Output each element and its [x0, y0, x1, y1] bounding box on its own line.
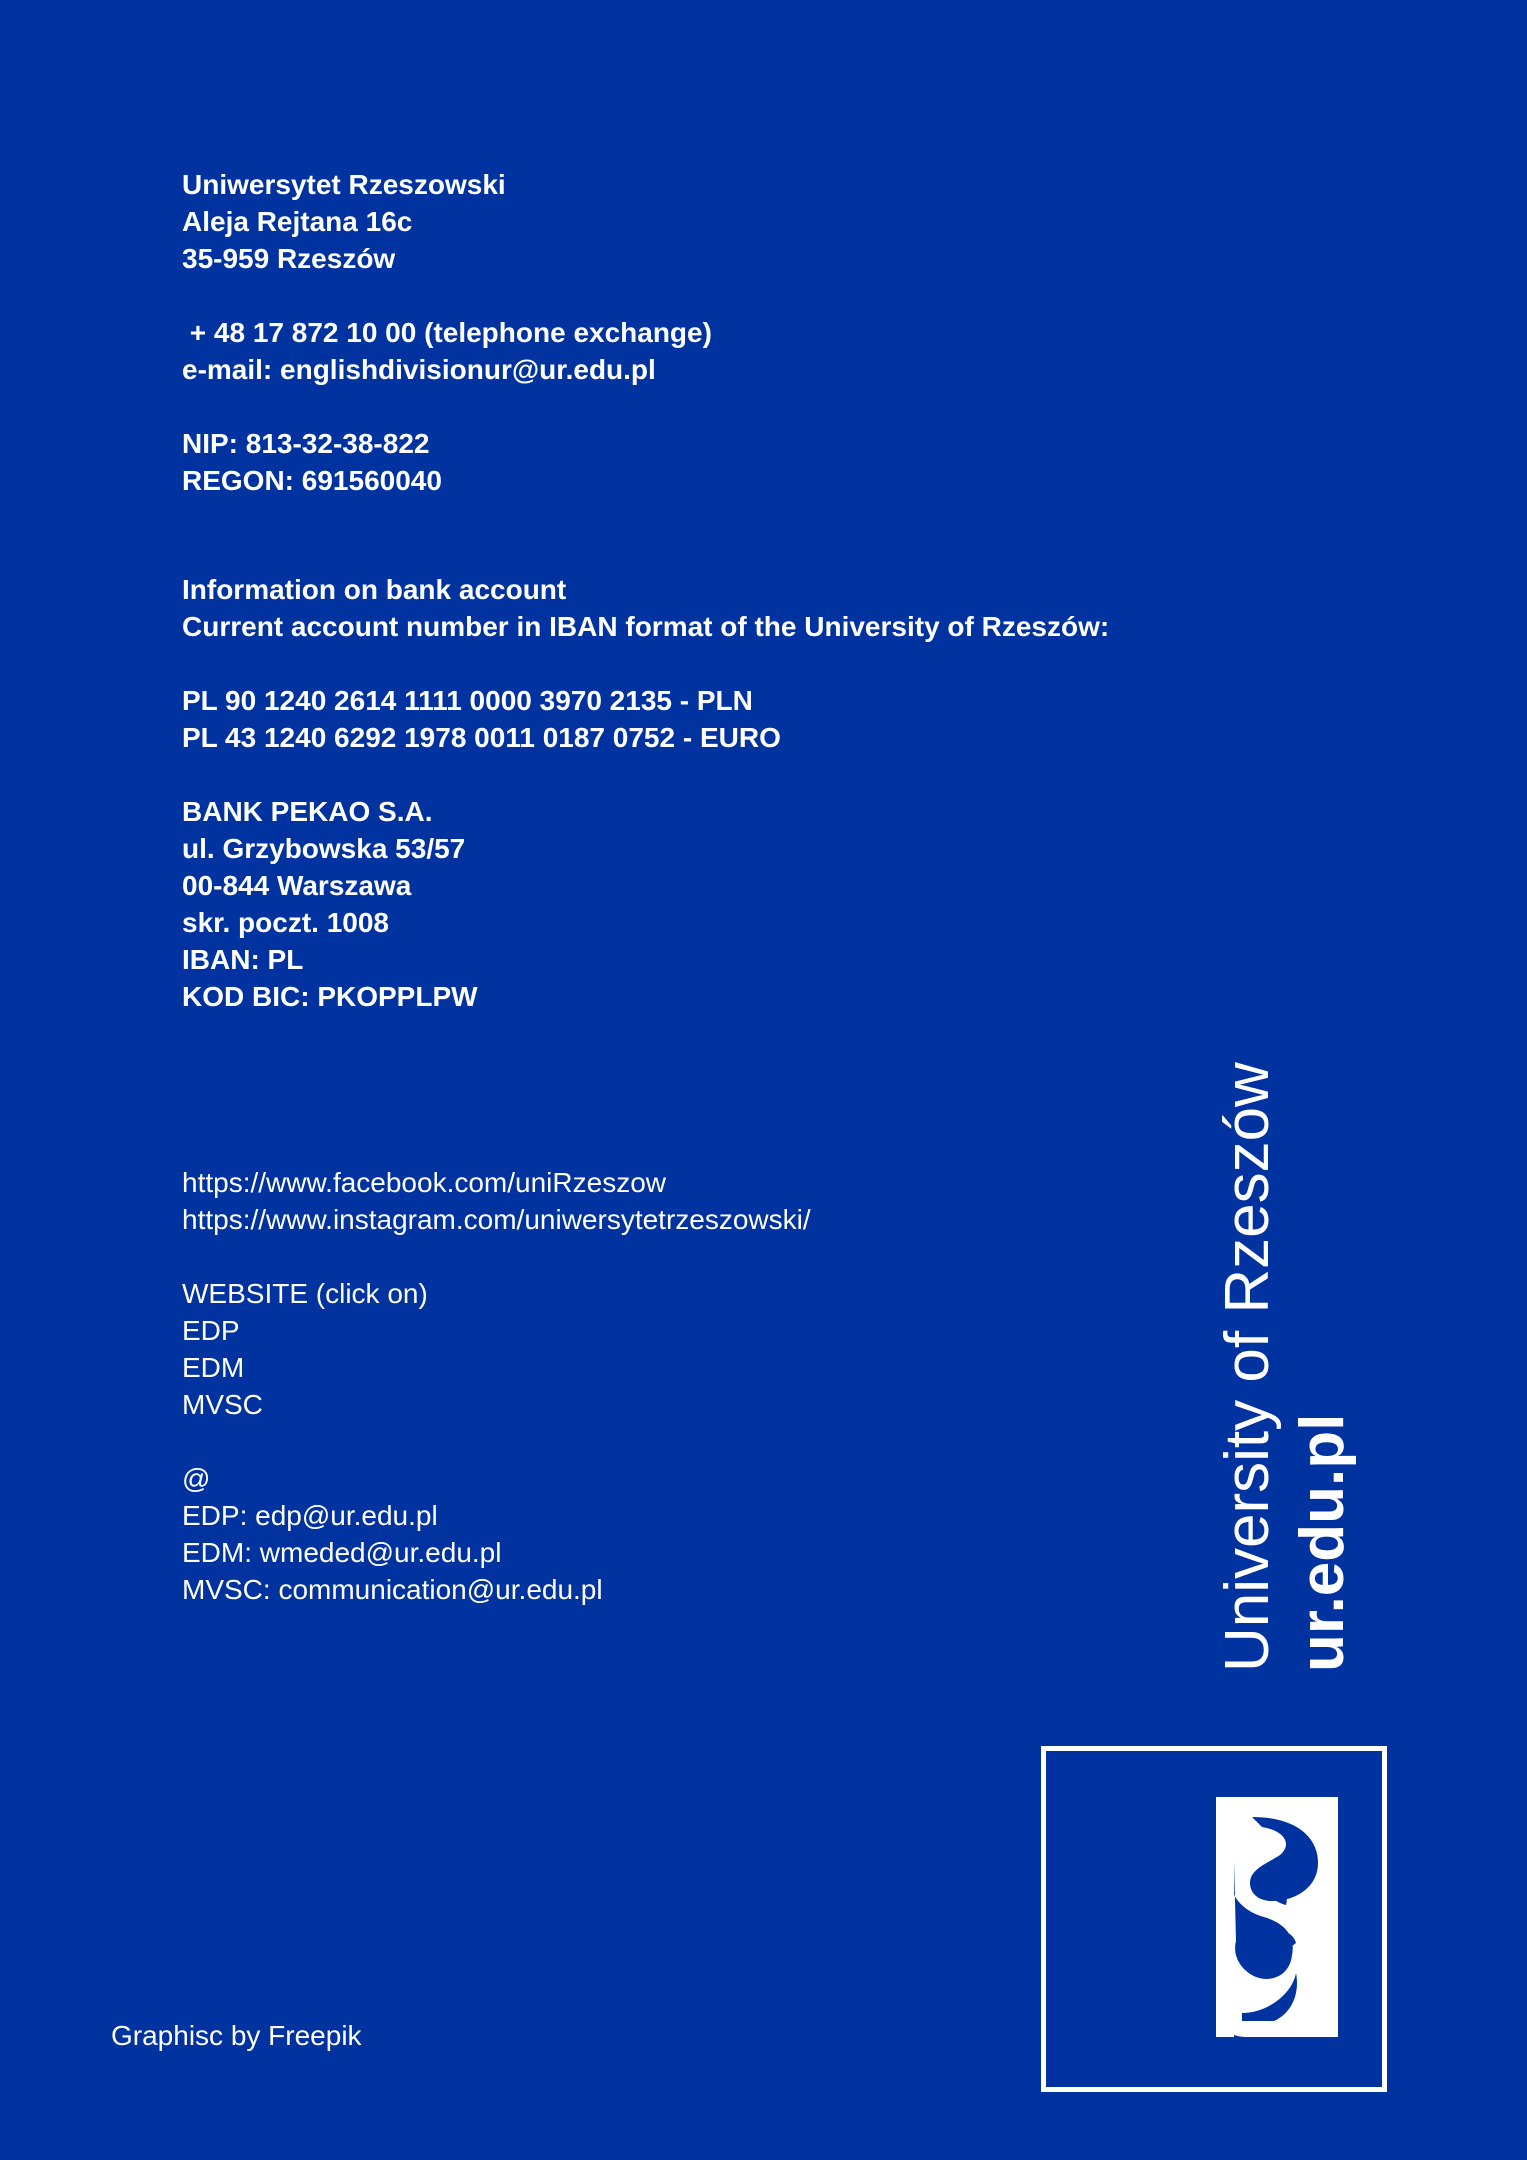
email-link-edm[interactable]: EDM: wmeded@ur.edu.pl	[182, 1537, 502, 1568]
email-link-mvsc[interactable]: MVSC: communication@ur.edu.pl	[182, 1574, 603, 1605]
email-link-edp[interactable]: EDP: edp@ur.edu.pl	[182, 1500, 438, 1531]
bank-heading: Information on bank account	[182, 574, 567, 605]
brand-website[interactable]: ur.edu.pl	[1288, 1413, 1357, 1672]
account-pln: PL 90 1240 2614 1111 0000 3970 2135 - PLN	[182, 685, 753, 716]
university-logo	[1041, 1746, 1387, 2092]
email-address[interactable]: e-mail: englishdivisionur@ur.edu.pl	[182, 354, 656, 385]
street-address: Aleja Rejtana 16c	[182, 206, 413, 237]
links-block	[182, 1164, 811, 1608]
university-name: Uniwersytet Rzeszowski	[182, 169, 506, 200]
bank-pobox: skr. poczt. 1008	[182, 907, 390, 938]
nip-number: NIP: 813-32-38-822	[182, 428, 430, 459]
bank-street: ul. Grzybowska 53/57	[182, 833, 466, 864]
website-heading: WEBSITE (click on)	[182, 1278, 428, 1309]
account-euro: PL 43 1240 6292 1978 0011 0187 0752 - EURO	[182, 722, 781, 753]
facebook-link[interactable]: https://www.facebook.com/uniRzeszow	[182, 1167, 666, 1198]
instagram-link[interactable]: https://www.instagram.com/uniwersytetrzeszowski/	[182, 1204, 811, 1235]
bank-name: BANK PEKAO S.A.	[182, 796, 433, 827]
website-link-mvsc[interactable]: MVSC	[182, 1389, 263, 1420]
contact-block	[182, 166, 712, 499]
bank-iban: IBAN: PL	[182, 944, 304, 975]
regon-number: REGON: 691560040	[182, 465, 442, 496]
graphics-credit: Graphisc by Freepik	[111, 2020, 362, 2051]
website-link-edm[interactable]: EDM	[182, 1352, 245, 1383]
city-address: 35-959 Rzeszów	[182, 243, 396, 274]
ur-logo-icon	[1046, 1751, 1382, 2087]
vertical-brand	[1208, 1062, 1358, 1672]
brand-university: University of Rzeszów	[1213, 1062, 1282, 1672]
phone-number: + 48 17 872 10 00 (telephone exchange)	[182, 317, 712, 348]
website-link-edp[interactable]: EDP	[182, 1315, 240, 1346]
bank-bic: KOD BIC: PKOPPLPW	[182, 981, 478, 1012]
bank-block	[182, 571, 1109, 1015]
bank-subheading: Current account number in IBAN format of the University of Rzeszów:	[182, 611, 1110, 642]
bank-city: 00-844 Warszawa	[182, 870, 412, 901]
email-heading: @	[182, 1463, 211, 1494]
